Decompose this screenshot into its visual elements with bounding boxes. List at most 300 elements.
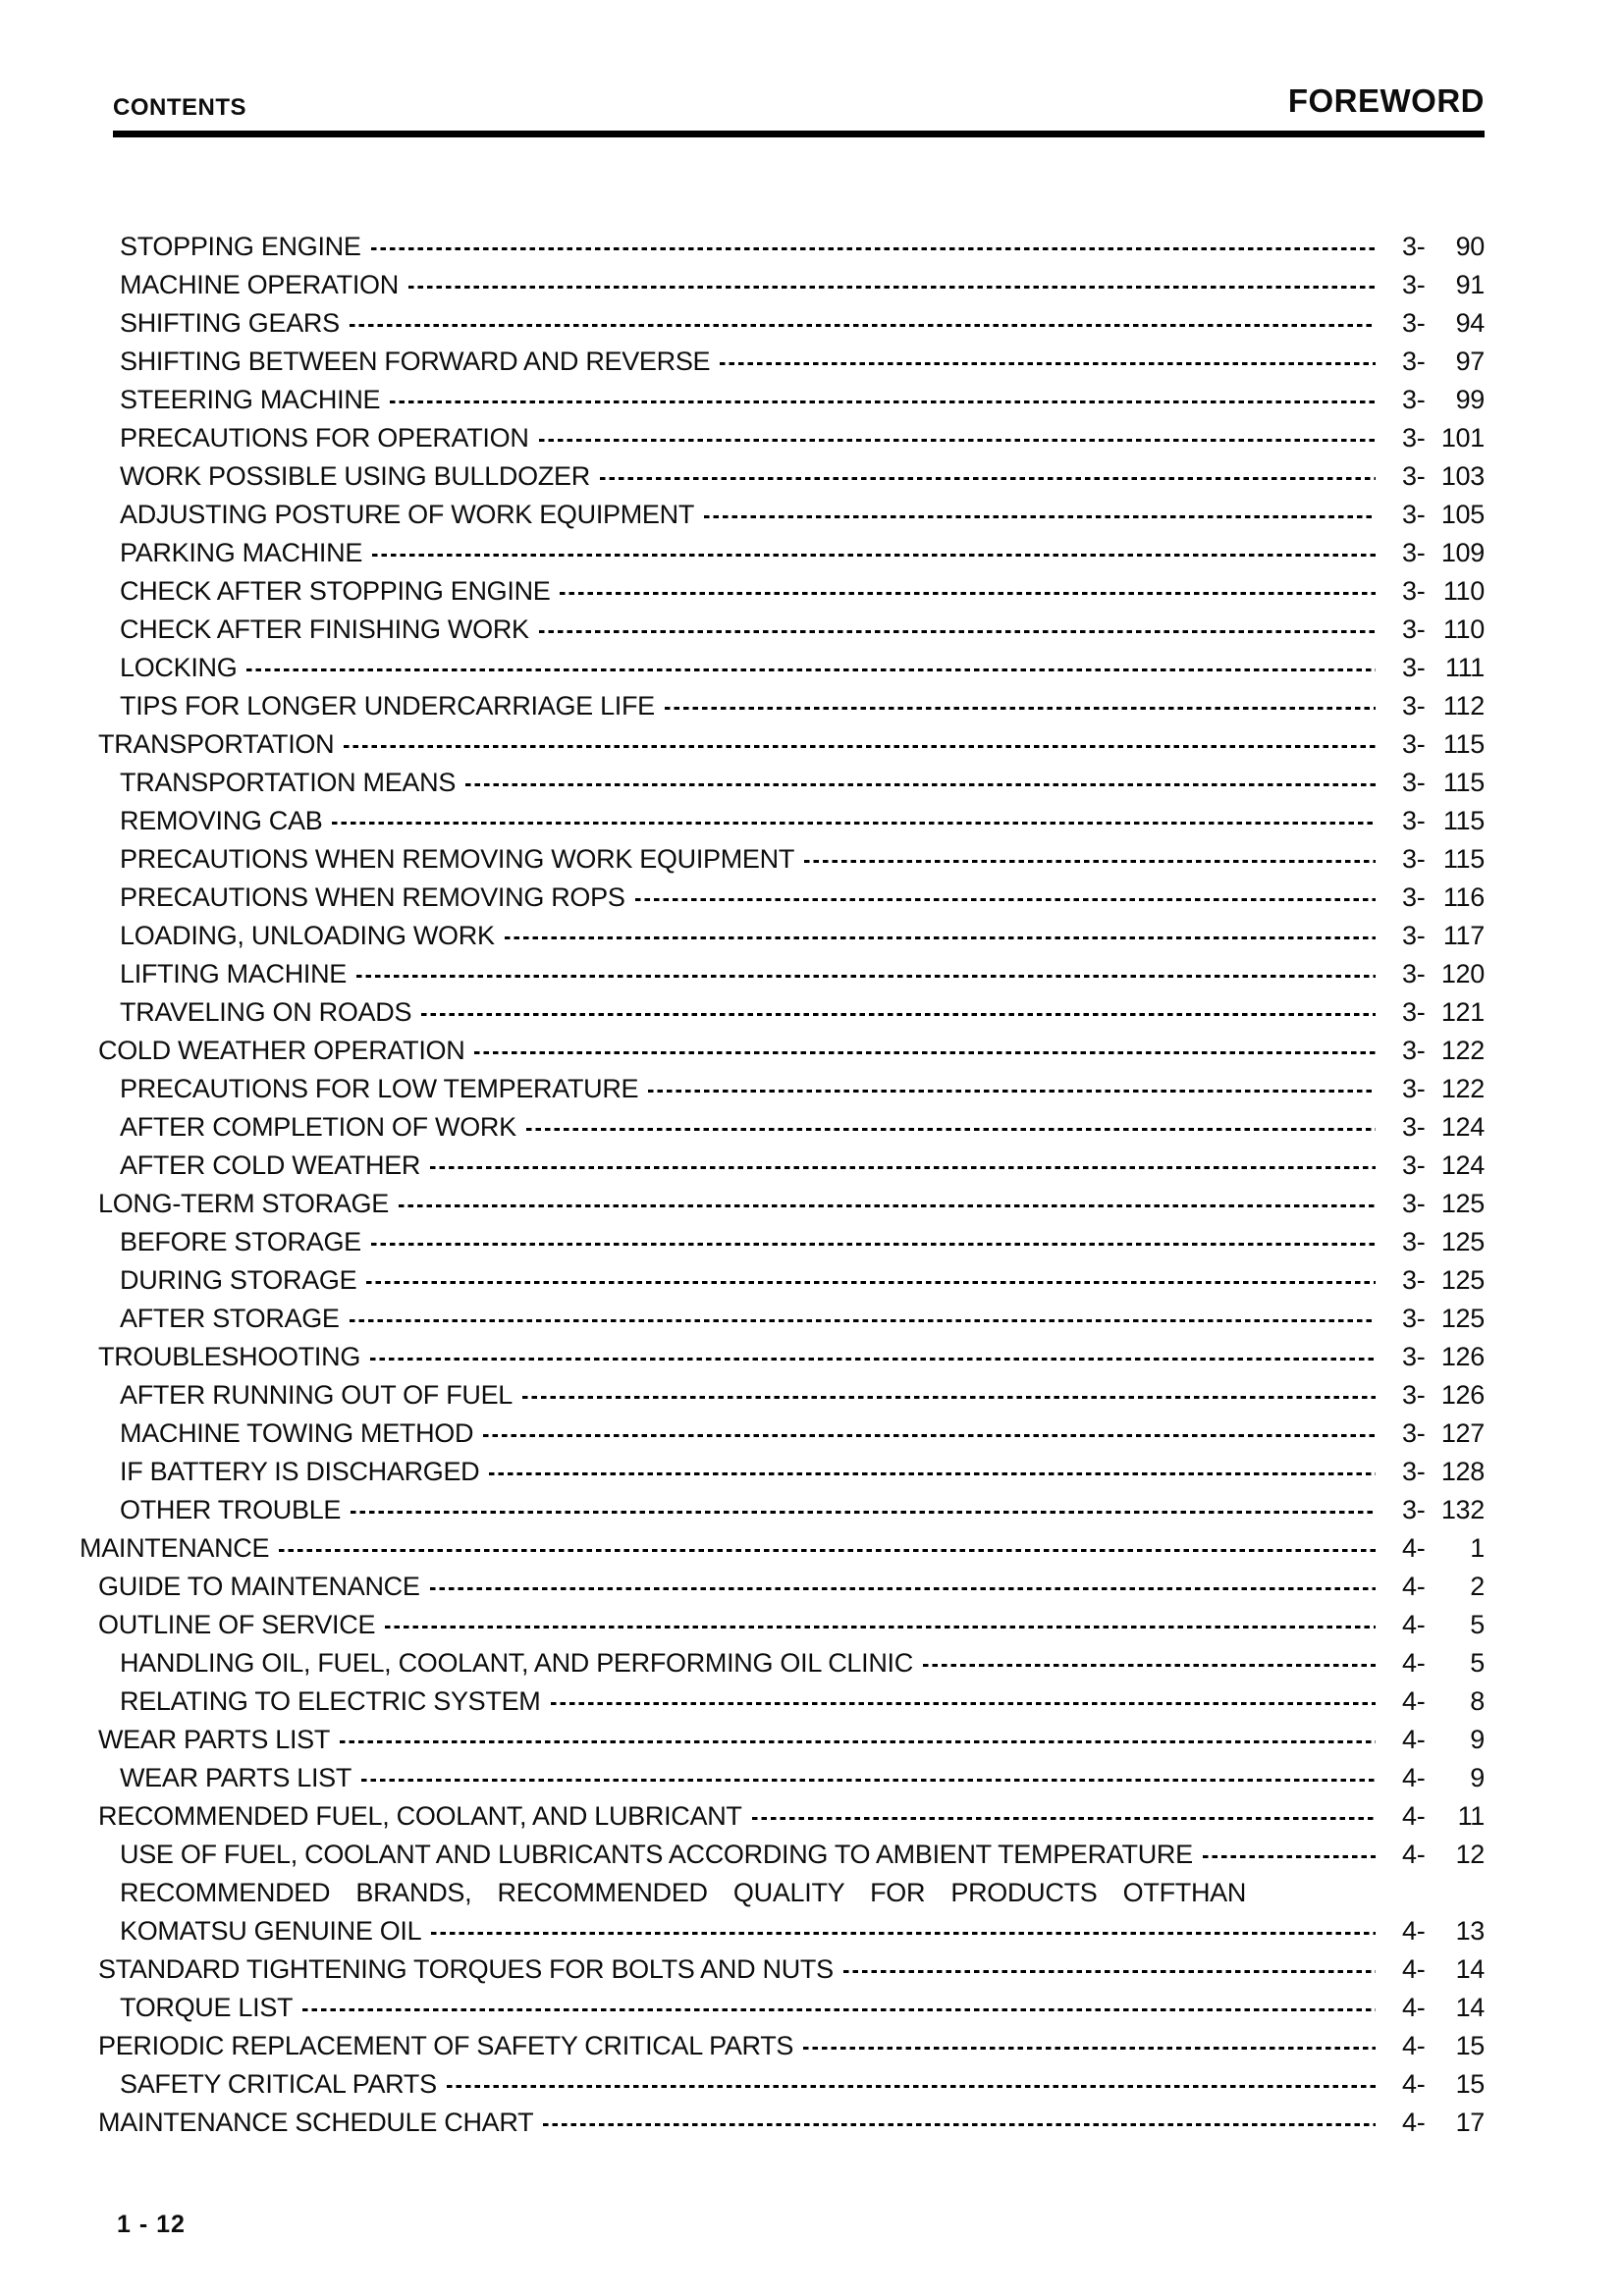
toc-entry-title: STEERING MACHINE xyxy=(120,385,381,414)
toc-page-number xyxy=(1402,1759,1485,1797)
toc-entry xyxy=(0,419,1485,457)
toc-entry-title: MACHINE TOWING METHOD xyxy=(120,1418,474,1448)
toc-entry xyxy=(0,228,1485,266)
toc-page-number xyxy=(1402,228,1485,266)
toc-page-number xyxy=(1402,304,1485,343)
toc-entry-title: HANDLING OIL, FUEL, COOLANT, AND PERFORMING OIL CLINIC xyxy=(120,1648,913,1678)
toc-entry-title: SHIFTING GEARS xyxy=(120,308,340,338)
toc-page-number xyxy=(1402,343,1485,381)
toc-page-section: 3- xyxy=(1402,1457,1426,1486)
toc-page-number xyxy=(1402,1606,1485,1644)
dash-leader xyxy=(843,1970,1376,1973)
toc-entry xyxy=(0,1836,1485,1874)
toc-entry xyxy=(0,1682,1485,1721)
toc-page-value: 115 xyxy=(1442,729,1485,759)
toc-entry xyxy=(0,764,1485,802)
toc-page-section: 3- xyxy=(1402,500,1426,529)
toc-page-section: 4- xyxy=(1402,1686,1426,1716)
toc-page-number xyxy=(1402,496,1485,534)
toc-entry xyxy=(0,879,1485,917)
toc-entry-title: OTHER TROUBLE xyxy=(120,1495,342,1524)
dash-leader xyxy=(483,1434,1376,1437)
toc-page-value: 101 xyxy=(1440,423,1485,453)
dash-leader xyxy=(430,1166,1376,1169)
toc-page-section: 3- xyxy=(1402,1189,1426,1218)
toc-entry-title: MACHINE OPERATION xyxy=(120,270,399,299)
toc-page-section: 3- xyxy=(1402,614,1426,644)
toc-page-value: 1 xyxy=(1470,1533,1485,1563)
toc-entry xyxy=(0,687,1485,725)
toc-page-number xyxy=(1402,1108,1485,1147)
toc-entry-title: STOPPING ENGINE xyxy=(120,232,361,261)
toc-entry-title: MAINTENANCE SCHEDULE CHART xyxy=(98,2108,534,2137)
toc-entry xyxy=(0,1529,1485,1568)
toc-page-value: 111 xyxy=(1444,653,1485,682)
dash-leader xyxy=(356,975,1376,978)
toc-page-value: 122 xyxy=(1440,1074,1485,1103)
toc-entry xyxy=(0,572,1485,611)
dash-leader xyxy=(385,1626,1376,1629)
dash-leader xyxy=(430,1587,1376,1590)
toc-entry-title: TRANSPORTATION xyxy=(98,729,335,759)
footer-page-number: 1 - 12 xyxy=(117,2211,186,2238)
toc-entry xyxy=(0,304,1485,343)
toc-page-value: 90 xyxy=(1455,232,1485,261)
toc-page-number xyxy=(1402,2104,1485,2142)
toc-page-number xyxy=(1402,1185,1485,1223)
toc-entry-title: WORK POSSIBLE USING BULLDOZER xyxy=(120,461,590,491)
toc-entry xyxy=(0,1300,1485,1338)
dash-leader xyxy=(551,1702,1377,1705)
toc-page-value: 117 xyxy=(1442,921,1485,950)
toc-page-section: 3- xyxy=(1402,385,1426,414)
toc-page-section: 3- xyxy=(1402,232,1426,261)
toc-entry-title: LOCKING xyxy=(120,653,238,682)
toc-page-value: 125 xyxy=(1440,1227,1485,1256)
toc-page-section: 3- xyxy=(1402,270,1426,299)
toc-entry-title: LOADING, UNLOADING WORK xyxy=(120,921,495,950)
toc-entry-title: PARKING MACHINE xyxy=(120,538,363,567)
toc-entry-title: LIFTING MACHINE xyxy=(120,959,348,988)
dash-leader xyxy=(526,1128,1376,1131)
dash-leader xyxy=(505,936,1376,939)
dash-leader xyxy=(279,1549,1376,1552)
toc-page-section: 4- xyxy=(1402,2031,1426,2060)
dash-leader xyxy=(522,1396,1376,1399)
toc-page-value: 124 xyxy=(1440,1150,1485,1180)
toc-page-value: 8 xyxy=(1470,1686,1485,1716)
dash-leader xyxy=(361,1779,1376,1782)
toc-page-number xyxy=(1402,993,1485,1032)
toc-page-section: 3- xyxy=(1402,308,1426,338)
toc-entry-title: RELATING TO ELECTRIC SYSTEM xyxy=(120,1686,541,1716)
toc-entry xyxy=(0,381,1485,419)
toc-page-number xyxy=(1402,879,1485,917)
toc-page-number xyxy=(1402,802,1485,840)
toc-page-number xyxy=(1402,1568,1485,1606)
toc-entry-title: PRECAUTIONS WHEN REMOVING ROPS xyxy=(120,882,625,912)
toc-page-section: 3- xyxy=(1402,423,1426,453)
toc-page-number xyxy=(1402,1836,1485,1874)
toc-page-value: 9 xyxy=(1470,1725,1485,1754)
toc-entry-title: PRECAUTIONS WHEN REMOVING WORK EQUIPMENT xyxy=(120,844,795,874)
toc-page-section: 3- xyxy=(1402,1265,1426,1295)
toc-page-section: 3- xyxy=(1402,1380,1426,1410)
toc-page-value: 103 xyxy=(1440,461,1485,491)
toc-entry-title: TRAVELING ON ROADS xyxy=(120,997,412,1027)
toc-page-value: 9 xyxy=(1470,1763,1485,1792)
dash-leader xyxy=(1203,1855,1376,1858)
toc-page-section: 3- xyxy=(1402,538,1426,567)
toc-entry-title: RECOMMENDED BRANDS, RECOMMENDED QUALITY FOR PRODUCTS OTFTHAN xyxy=(120,1878,1247,1907)
toc-entry-title: PERIODIC REPLACEMENT OF SAFETY CRITICAL PARTS xyxy=(98,2031,794,2060)
toc-page-number xyxy=(1402,266,1485,304)
toc-page-number xyxy=(1402,1032,1485,1070)
toc-entry xyxy=(0,1644,1485,1682)
toc-entry-title: USE OF FUEL, COOLANT AND LUBRICANTS ACCORDING TO AMBIENT TEMPERATURE xyxy=(120,1840,1193,1869)
toc-page-section: 3- xyxy=(1402,1418,1426,1448)
toc-page-value: 109 xyxy=(1440,538,1485,567)
dash-leader xyxy=(752,1817,1376,1820)
toc-page-value: 14 xyxy=(1455,1993,1485,2022)
toc-entry xyxy=(0,1376,1485,1415)
dash-leader xyxy=(635,898,1376,901)
toc-entry xyxy=(0,1912,1485,1950)
toc-page-value: 121 xyxy=(1440,997,1485,1027)
toc-entry xyxy=(0,1874,1485,1912)
toc-page-number xyxy=(1402,572,1485,611)
toc-page-number xyxy=(1402,725,1485,764)
toc-page-section: 3- xyxy=(1402,576,1426,606)
toc-page-value: 125 xyxy=(1440,1189,1485,1218)
toc-page-value: 120 xyxy=(1440,959,1485,988)
toc-page-section: 3- xyxy=(1402,882,1426,912)
toc-entry-title: SAFETY CRITICAL PARTS xyxy=(120,2069,437,2099)
toc-page-number xyxy=(1402,381,1485,419)
toc-page-number xyxy=(1402,955,1485,993)
toc-page-section: 3- xyxy=(1402,1495,1426,1524)
dash-leader xyxy=(366,1281,1376,1284)
toc-entry-title: OUTLINE OF SERVICE xyxy=(98,1610,376,1639)
toc-entry xyxy=(0,1568,1485,1606)
toc-page-number xyxy=(1402,917,1485,955)
toc-page-number xyxy=(1402,1300,1485,1338)
toc-entry-title: LONG-TERM STORAGE xyxy=(98,1189,389,1218)
dash-leader xyxy=(351,1511,1376,1514)
toc-page-value: 5 xyxy=(1470,1648,1485,1678)
toc-page-section: 4- xyxy=(1402,1725,1426,1754)
toc-entry-title: CHECK AFTER STOPPING ENGINE xyxy=(120,576,551,606)
dash-leader xyxy=(465,783,1376,786)
toc-page-section: 3- xyxy=(1402,959,1426,988)
dash-leader xyxy=(302,2008,1376,2011)
toc-page-section: 4- xyxy=(1402,1801,1426,1831)
toc-entry xyxy=(0,1950,1485,1989)
toc-page-value: 125 xyxy=(1440,1304,1485,1333)
toc-entry xyxy=(0,1070,1485,1108)
toc-entry xyxy=(0,611,1485,649)
toc-entry-title: RECOMMENDED FUEL, COOLANT, AND LUBRICANT xyxy=(98,1801,742,1831)
toc-entry-title: AFTER COMPLETION OF WORK xyxy=(120,1112,516,1142)
toc-page-value: 2 xyxy=(1470,1572,1485,1601)
toc-list xyxy=(0,228,1485,2142)
toc-page-value: 110 xyxy=(1442,614,1485,644)
toc-page-value: 11 xyxy=(1457,1801,1485,1831)
toc-page-number xyxy=(1402,687,1485,725)
toc-entry-title: TRANSPORTATION MEANS xyxy=(120,768,457,797)
toc-page-section: 3- xyxy=(1402,653,1426,682)
toc-page-section: 3- xyxy=(1402,921,1426,950)
dash-leader xyxy=(489,1472,1376,1475)
toc-entry-title: TIPS FOR LONGER UNDERCARRIAGE LIFE xyxy=(120,691,655,721)
toc-page-number xyxy=(1402,1491,1485,1529)
toc-page-number xyxy=(1402,1682,1485,1721)
toc-page-value: 122 xyxy=(1440,1036,1485,1065)
toc-page-value: 15 xyxy=(1455,2069,1485,2099)
dash-leader xyxy=(371,1243,1376,1246)
toc-page-value: 15 xyxy=(1455,2031,1485,2060)
toc-page-section: 4- xyxy=(1402,2069,1426,2099)
toc-page-number xyxy=(1402,1912,1485,1950)
dash-leader xyxy=(720,362,1376,365)
dash-leader xyxy=(923,1664,1376,1667)
contents-header-label: CONTENTS xyxy=(113,94,246,121)
dash-leader xyxy=(560,592,1376,595)
toc-page-value: 124 xyxy=(1440,1112,1485,1142)
dash-leader xyxy=(372,554,1376,557)
toc-page-value: 5 xyxy=(1470,1610,1485,1639)
toc-page-value: 126 xyxy=(1440,1380,1485,1410)
toc-page-number xyxy=(1402,1415,1485,1453)
dash-leader xyxy=(340,1740,1376,1743)
toc-page-section: 3- xyxy=(1402,844,1426,874)
toc-page-number xyxy=(1402,611,1485,649)
toc-page-section: 3- xyxy=(1402,1227,1426,1256)
toc-entry xyxy=(0,1797,1485,1836)
toc-entry xyxy=(0,2104,1485,2142)
toc-entry xyxy=(0,1223,1485,1261)
toc-page-number xyxy=(1402,1950,1485,1989)
toc-page-value: 115 xyxy=(1442,768,1485,797)
toc-page-number xyxy=(1402,649,1485,687)
toc-page-section: 4- xyxy=(1402,1610,1426,1639)
dash-leader xyxy=(474,1051,1376,1054)
toc-page-value: 105 xyxy=(1440,500,1485,529)
toc-page-number xyxy=(1402,1989,1485,2027)
dash-leader xyxy=(399,1204,1376,1207)
dash-leader xyxy=(665,707,1376,710)
toc-entry xyxy=(0,1415,1485,1453)
toc-entry xyxy=(0,1759,1485,1797)
dash-leader xyxy=(543,2123,1376,2126)
toc-page-number xyxy=(1402,534,1485,572)
toc-page-number xyxy=(1402,1070,1485,1108)
toc-entry xyxy=(0,802,1485,840)
toc-page-value: 116 xyxy=(1442,882,1485,912)
toc-entry-title: KOMATSU GENUINE OIL xyxy=(120,1916,422,1946)
toc-entry xyxy=(0,1606,1485,1644)
toc-entry-title: COLD WEATHER OPERATION xyxy=(98,1036,465,1065)
toc-entry-title: IF BATTERY IS DISCHARGED xyxy=(120,1457,480,1486)
toc-entry-title: PRECAUTIONS FOR OPERATION xyxy=(120,423,529,453)
toc-entry xyxy=(0,1453,1485,1491)
toc-page-section: 4- xyxy=(1402,1954,1426,1984)
dash-leader xyxy=(648,1090,1376,1093)
toc-entry xyxy=(0,1721,1485,1759)
dash-leader xyxy=(371,247,1376,250)
toc-entry-title: PRECAUTIONS FOR LOW TEMPERATURE xyxy=(120,1074,639,1103)
toc-entry xyxy=(0,1989,1485,2027)
toc-page-value: 91 xyxy=(1455,270,1485,299)
toc-page-number xyxy=(1402,1644,1485,1682)
toc-page-value: 125 xyxy=(1440,1265,1485,1295)
dash-leader xyxy=(350,324,1376,327)
toc-entry xyxy=(0,725,1485,764)
toc-page-section: 3- xyxy=(1402,729,1426,759)
toc-page-value: 14 xyxy=(1455,1954,1485,1984)
toc-page-number xyxy=(1402,1529,1485,1568)
toc-page-section: 3- xyxy=(1402,1036,1426,1065)
toc-entry xyxy=(0,1108,1485,1147)
toc-entry xyxy=(0,840,1485,879)
toc-page-section: 4- xyxy=(1402,1763,1426,1792)
toc-page-number xyxy=(1402,419,1485,457)
toc-page-value: 94 xyxy=(1455,308,1485,338)
toc-page-value: 17 xyxy=(1455,2108,1485,2137)
toc-page-section: 4- xyxy=(1402,1572,1426,1601)
dash-leader xyxy=(390,400,1376,403)
dash-leader xyxy=(421,1013,1376,1016)
toc-entry-title: WEAR PARTS LIST xyxy=(120,1763,352,1792)
toc-entry xyxy=(0,1032,1485,1070)
toc-page-section: 4- xyxy=(1402,1533,1426,1563)
toc-entry xyxy=(0,266,1485,304)
toc-page-section: 3- xyxy=(1402,347,1426,376)
toc-page-value: 127 xyxy=(1440,1418,1485,1448)
toc-page-value: 99 xyxy=(1455,385,1485,414)
dash-leader xyxy=(370,1358,1376,1361)
toc-entry xyxy=(0,649,1485,687)
toc-entry-title: ADJUSTING POSTURE OF WORK EQUIPMENT xyxy=(120,500,695,529)
toc-entry-title: GUIDE TO MAINTENANCE xyxy=(98,1572,420,1601)
toc-page-section: 3- xyxy=(1402,1342,1426,1371)
dash-leader xyxy=(600,477,1376,480)
dash-leader xyxy=(350,1319,1376,1322)
toc-entry-title: REMOVING CAB xyxy=(120,806,323,835)
toc-entry-title: AFTER COLD WEATHER xyxy=(120,1150,421,1180)
foreword-header-label: FOREWORD xyxy=(1287,82,1485,119)
toc-page-value: 97 xyxy=(1455,347,1485,376)
toc-page-number xyxy=(1402,1376,1485,1415)
toc-entry-title: DURING STORAGE xyxy=(120,1265,357,1295)
toc-entry-title: TORQUE LIST xyxy=(120,1993,294,2022)
toc-page-section: 3- xyxy=(1402,1112,1426,1142)
toc-entry-title: AFTER RUNNING OUT OF FUEL xyxy=(120,1380,514,1410)
dash-leader xyxy=(344,745,1376,748)
toc-entry-title: CHECK AFTER FINISHING WORK xyxy=(120,614,529,644)
toc-page-number xyxy=(1402,1261,1485,1300)
toc-page-value: 110 xyxy=(1442,576,1485,606)
toc-page-number xyxy=(1402,840,1485,879)
toc-page-value: 12 xyxy=(1455,1840,1485,1869)
toc-page-number xyxy=(1402,1721,1485,1759)
toc-entry xyxy=(0,993,1485,1032)
toc-entry-title: TROUBLESHOOTING xyxy=(98,1342,361,1371)
toc-page-section: 4- xyxy=(1402,1648,1426,1678)
toc-page-section: 3- xyxy=(1402,806,1426,835)
toc-entry xyxy=(0,496,1485,534)
toc-page-number xyxy=(1402,2065,1485,2104)
dash-leader xyxy=(408,286,1376,289)
toc-page-value: 112 xyxy=(1442,691,1485,721)
dash-leader xyxy=(332,822,1376,825)
dash-leader xyxy=(803,2047,1376,2050)
toc-page-number xyxy=(1402,1147,1485,1185)
toc-page-value: 132 xyxy=(1440,1495,1485,1524)
toc-page-section: 3- xyxy=(1402,997,1426,1027)
dash-leader xyxy=(804,860,1376,863)
toc-entry xyxy=(0,955,1485,993)
toc-page-section: 4- xyxy=(1402,1993,1426,2022)
toc-page-section: 4- xyxy=(1402,2108,1426,2137)
toc-page-number xyxy=(1402,457,1485,496)
toc-entry-title: AFTER STORAGE xyxy=(120,1304,340,1333)
toc-entry-title: BEFORE STORAGE xyxy=(120,1227,361,1256)
toc-entry xyxy=(0,917,1485,955)
toc-page-section: 4- xyxy=(1402,1840,1426,1869)
toc-page-number xyxy=(1402,1223,1485,1261)
toc-entry xyxy=(0,1147,1485,1185)
toc-entry xyxy=(0,1491,1485,1529)
toc-page-section: 3- xyxy=(1402,461,1426,491)
toc-page-value: 13 xyxy=(1455,1916,1485,1946)
toc-page-section: 3- xyxy=(1402,691,1426,721)
dash-leader xyxy=(431,1932,1376,1935)
dash-leader xyxy=(539,439,1376,442)
toc-page-value: 128 xyxy=(1440,1457,1485,1486)
toc-page-section: 3- xyxy=(1402,768,1426,797)
toc-entry xyxy=(0,1338,1485,1376)
dash-leader xyxy=(704,515,1376,518)
toc-page-section: 3- xyxy=(1402,1150,1426,1180)
toc-page-value: 126 xyxy=(1440,1342,1485,1371)
toc-page-number xyxy=(1402,1338,1485,1376)
dash-leader xyxy=(447,2085,1376,2088)
toc-entry-title: STANDARD TIGHTENING TORQUES FOR BOLTS AND NUTS xyxy=(98,1954,834,1984)
toc-page-section: 4- xyxy=(1402,1916,1426,1946)
toc-entry-title: MAINTENANCE xyxy=(80,1533,270,1563)
toc-page-value: 115 xyxy=(1442,806,1485,835)
toc-entry xyxy=(0,457,1485,496)
toc-page-number xyxy=(1402,764,1485,802)
toc-page-section: 3- xyxy=(1402,1304,1426,1333)
toc-page-number xyxy=(1402,1797,1485,1836)
header-rule xyxy=(113,131,1485,137)
dash-leader xyxy=(539,630,1376,633)
dash-leader xyxy=(246,668,1376,671)
toc-entry-title: SHIFTING BETWEEN FORWARD AND REVERSE xyxy=(120,347,711,376)
toc-page-number xyxy=(1402,2027,1485,2065)
toc-page-value: 115 xyxy=(1442,844,1485,874)
toc-entry xyxy=(0,2065,1485,2104)
toc-entry xyxy=(0,534,1485,572)
toc-entry xyxy=(0,343,1485,381)
toc-page-number xyxy=(1402,1453,1485,1491)
toc-entry xyxy=(0,2027,1485,2065)
toc-page-section: 3- xyxy=(1402,1074,1426,1103)
toc-entry-title: WEAR PARTS LIST xyxy=(98,1725,331,1754)
toc-entry xyxy=(0,1261,1485,1300)
